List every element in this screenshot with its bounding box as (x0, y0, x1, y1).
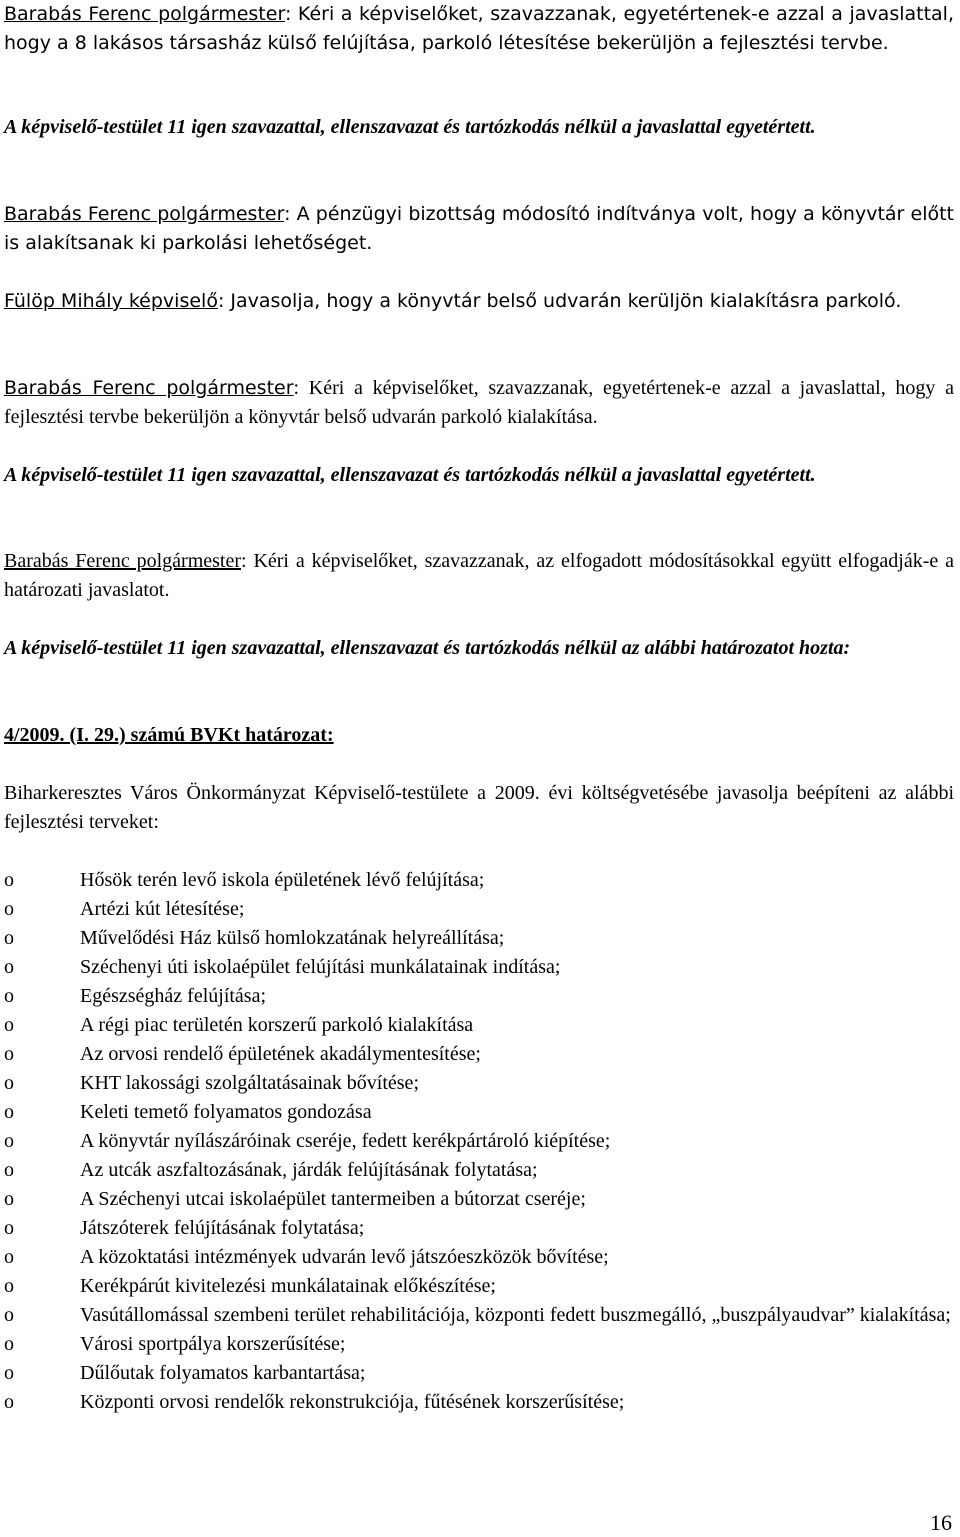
list-item (4, 1040, 958, 1069)
list-item (4, 1330, 958, 1359)
result-1: A képviselő-testület 11 igen szavazattal, ellenszavazat és tartózkodás nélkül a javaslattal egyetértett. (4, 116, 816, 138)
resolution-intro: Biharkeresztes Város Önkormányzat Képviselő-testülete a 2009. évi költségvetésébe javasolja beépíteni az alábbi fejlesztési terveket: (4, 782, 954, 833)
list-item (4, 1098, 958, 1127)
list-item (4, 924, 958, 953)
list-item (4, 982, 958, 1011)
bullet-icon: o (4, 1101, 14, 1123)
list-item-text: Hősök terén levő iskola épületének lévő felújítása; (80, 869, 485, 891)
paragraph-text: : Kéri a képviselőket, szavazzanak, egyetértenek-e azzal a javaslattal, hogy a 8 lakásos társasház külső felújítása, parkoló létesítése bekerüljön a fejlesztési tervbe. (4, 3, 955, 54)
list-item-text: Városi sportpálya korszerűsítése; (80, 1333, 346, 1355)
result-2: A képviselő-testület 11 igen szavazattal, ellenszavazat és tartózkodás nélkül a javaslattal egyetértett. (4, 464, 816, 486)
list-item-text: Dűlőutak folyamatos karbantartása; (80, 1362, 366, 1384)
list-item-text: A Széchenyi utcai iskolaépület tantermeiben a bútorzat cseréje; (80, 1188, 586, 1210)
paragraph-text: : A pénzügyi bizottság módosító indítványa volt, hogy a könyvtár előtt is alakítsanak ki parkolási lehetőséget. (4, 203, 954, 254)
list-item-text: A könyvtár nyílászáróinak cseréje, fedett kerékpártároló kiépítése; (80, 1130, 611, 1152)
list-item-text: Kerékpárút kivitelezési munkálatainak előkészítése; (80, 1275, 496, 1297)
development-plan-list (4, 866, 958, 1417)
list-item (4, 1156, 958, 1185)
resolution-title: 4/2009. (I. 29.) számú BVKt határozat: (4, 724, 334, 746)
list-item-text: Széchenyi úti iskolaépület felújítási munkálatainak indítása; (80, 956, 561, 978)
paragraph-mayor-1 (4, 0, 954, 58)
bullet-icon: o (4, 1159, 14, 1181)
list-item (4, 1214, 958, 1243)
speaker-name: Barabás Ferenc polgármester (4, 377, 294, 399)
speaker-name: Barabás Ferenc polgármester (4, 203, 285, 225)
bullet-icon: o (4, 1072, 14, 1094)
list-item-text: A közoktatási intézmények udvarán levő játszóeszközök bővítése; (80, 1246, 609, 1268)
bullet-icon: o (4, 985, 14, 1007)
bullet-icon: o (4, 1304, 14, 1326)
list-item-text: Keleti temető folyamatos gondozása (80, 1101, 372, 1123)
paragraph-text: : Kéri a képviselőket, szavazzanak, az elfogadott módosításokkal együtt elfogadják-e a határozati javaslatot. (4, 550, 954, 601)
paragraph-mayor-2 (4, 200, 954, 258)
bullet-icon: o (4, 1362, 14, 1384)
list-item (4, 1359, 958, 1388)
list-item-text: Artézi kút létesítése; (80, 898, 245, 920)
bullet-icon: o (4, 1391, 14, 1413)
paragraph-text: : Javasolja, hogy a könyvtár belső udvarán kerüljön kialakításra parkoló. (217, 290, 902, 312)
paragraph-mayor-4 (4, 547, 954, 605)
bullet-icon: o (4, 1275, 14, 1297)
list-item-text: Az orvosi rendelő épületének akadálymentesítése; (80, 1043, 481, 1065)
list-item (4, 1243, 958, 1272)
list-item-text: Egészségház felújítása; (80, 985, 267, 1007)
paragraph-text: : Kéri a képviselőket, szavazzanak, egyetértenek-e azzal a javaslattal, hogy a fejlesztési tervbe bekerüljön a könyvtár belső udvarán parkoló kialakítása. (4, 377, 954, 428)
paragraph-fulop (4, 287, 954, 316)
bullet-icon: o (4, 869, 14, 891)
list-item-text: KHT lakossági szolgáltatásainak bővítése; (80, 1072, 419, 1094)
list-item-text: Játszóterek felújításának folytatása; (80, 1217, 365, 1239)
bullet-icon: o (4, 1217, 14, 1239)
paragraph-mayor-3 (4, 374, 954, 432)
page-number: 16 (930, 1510, 952, 1535)
bullet-icon: o (4, 956, 14, 978)
list-item-text: Művelődési Ház külső homlokzatának helyreállítása; (80, 927, 505, 949)
list-item (4, 953, 958, 982)
bullet-icon: o (4, 1188, 14, 1210)
speaker-name: Barabás Ferenc polgármester (4, 550, 241, 572)
bullet-icon: o (4, 1246, 14, 1268)
bullet-icon: o (4, 1043, 14, 1065)
list-item (4, 1011, 958, 1040)
bullet-icon: o (4, 1014, 14, 1036)
speaker-name: Barabás Ferenc polgármester (4, 3, 285, 25)
list-item (4, 895, 958, 924)
list-item-text: Központi orvosi rendelők rekonstrukciója, fűtésének korszerűsítése; (80, 1391, 625, 1413)
bullet-icon: o (4, 898, 14, 920)
result-3: A képviselő-testület 11 igen szavazattal, ellenszavazat és tartózkodás nélkül az alábbi határozatot hozta: (4, 637, 851, 659)
list-item (4, 1127, 958, 1156)
list-item (4, 1069, 958, 1098)
list-item (4, 1185, 958, 1214)
list-item-text: Vasútállomással szembeni terület rehabilitációja, központi fedett buszmegálló, „buszpályaudvar” kialakítása; (80, 1304, 951, 1326)
list-item-text: Az utcák aszfaltozásának, járdák felújításának folytatása; (80, 1159, 538, 1181)
list-item (4, 1388, 958, 1417)
list-item (4, 866, 958, 895)
bullet-icon: o (4, 927, 14, 949)
speaker-name: Fülöp Mihály képviselő (4, 290, 218, 312)
list-item (4, 1301, 958, 1330)
list-item (4, 1272, 958, 1301)
list-item-text: A régi piac területén korszerű parkoló kialakítása (80, 1014, 474, 1036)
bullet-icon: o (4, 1333, 14, 1355)
bullet-icon: o (4, 1130, 14, 1152)
